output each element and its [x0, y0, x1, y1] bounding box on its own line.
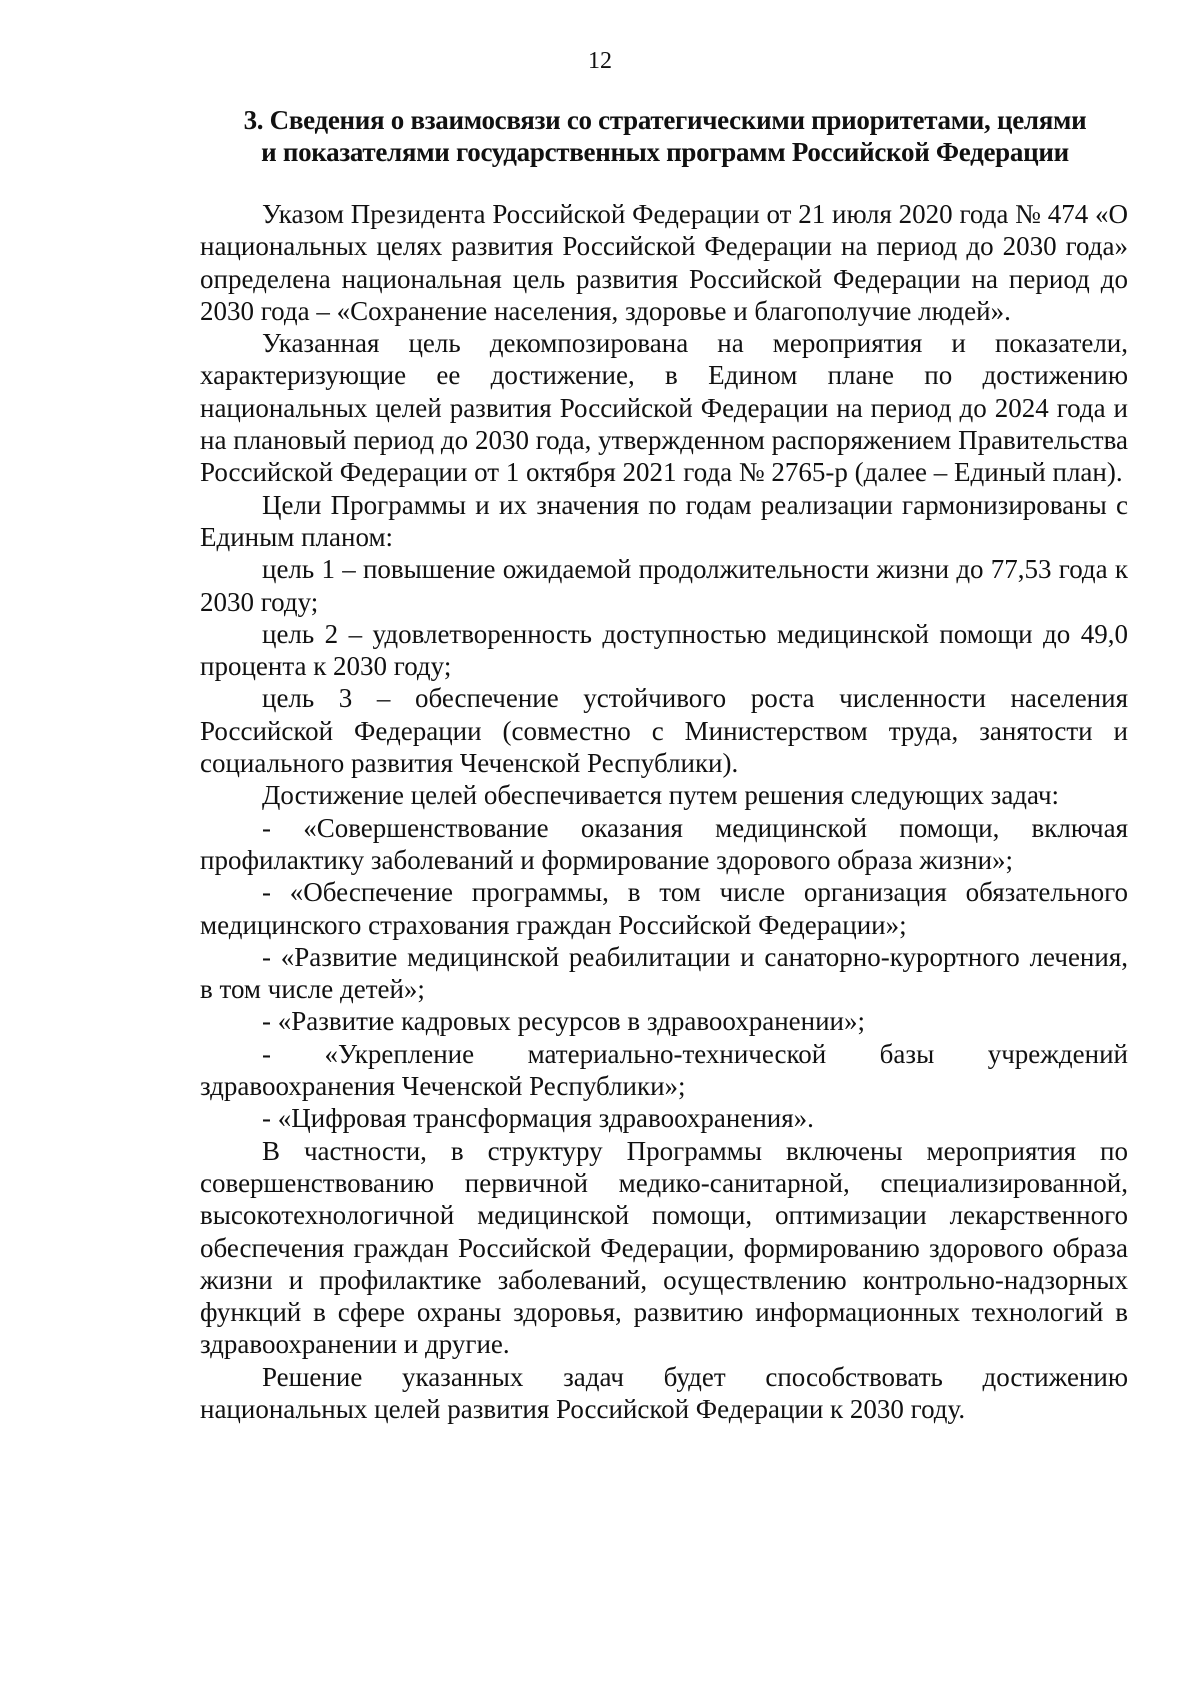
paragraph-goals-intro: Цели Программы и их значения по годам реализации гармонизированы с Единым планом: [200, 489, 1128, 552]
section-heading-line-2: и показателями государственных программ Российской Федерации [261, 137, 1069, 167]
paragraph-goal-1: цель 1 – повышение ожидаемой продолжительности жизни до 77,53 года к 2030 году; [200, 554, 1128, 617]
list-item-task-5: - «Укрепление материально-технической базы учреждений здравоохранения Чеченской Республики»; [200, 1038, 1128, 1102]
list-item-task-4: - «Развитие кадровых ресурсов в здравоохранении»; [262, 1006, 865, 1037]
paragraph-goal-3: цель 3 – обеспечение устойчивого роста численности населения Российской Федерации (совместно с Министерством труда, занятости и социального развития Чеченской Республики). [200, 683, 1128, 779]
paragraph-decree: Указом Президента Российской Федерации от 21 июля 2020 года № 474 «О национальных целях развития Российской Федерации на период до 2030 года» определена национальная цель развития Российской Федерации на период до 2030 года – «Сохранение населения, здоровье и благополучие людей». [200, 199, 1128, 326]
paragraph-tasks-intro: Достижение целей обеспечивается путем решения следующих задач: [262, 780, 1060, 811]
list-item-task-3: - «Развитие медицинской реабилитации и санаторно-курортного лечения, в том числе детей»; [200, 941, 1128, 1005]
paragraph-conclusion: Решение указанных задач будет способствовать достижению национальных целей развития Российской Федерации к 2030 году. [200, 1361, 1128, 1424]
section-heading-line-1: 3. Сведения о взаимосвязи со стратегическими приоритетами, целями [243, 105, 1087, 135]
list-item-task-6: - «Цифровая трансформация здравоохранения». [262, 1103, 814, 1134]
paragraph-program-structure: В частности, в структуру Программы включены мероприятия по совершенствованию первичной медико-санитарной, специализированной, высокотехнологичной медицинской помощи, оптимизации лекарственного обеспечения граждан Российской Федерации, формированию здорового образа жизни и профилактике заболеваний, осуществлению контрольно-надзорных функций в сфере охраны здоровья, развитию информационных технологий в здравоохранении и другие. [200, 1135, 1128, 1360]
page-number: 12 [588, 48, 612, 74]
list-item-task-2: - «Обеспечение программы, в том числе организация обязательного медицинского страхования граждан Российской Федерации»; [200, 877, 1128, 940]
document-body [200, 198, 1128, 1425]
list-item-task-1: - «Совершенствование оказания медицинской помощи, включая профилактику заболеваний и формирование здорового образа жизни»; [200, 812, 1128, 875]
section-heading [200, 104, 1130, 168]
paragraph-decomposition: Указанная цель декомпозирована на мероприятия и показатели, характеризующие ее достижение, в Едином плане по достижению национальных целей развития Российской Федерации на период до 2024 года и на плановый период до 2030 года, утвержденном распоряжением Правительства Российской Федерации от 1 октября 2021 года № 2765-р (далее – Единый план). [200, 328, 1128, 488]
paragraph-goal-2: цель 2 – удовлетворенность доступностью медицинской помощи до 49,0 процента к 2030 году; [200, 618, 1128, 682]
